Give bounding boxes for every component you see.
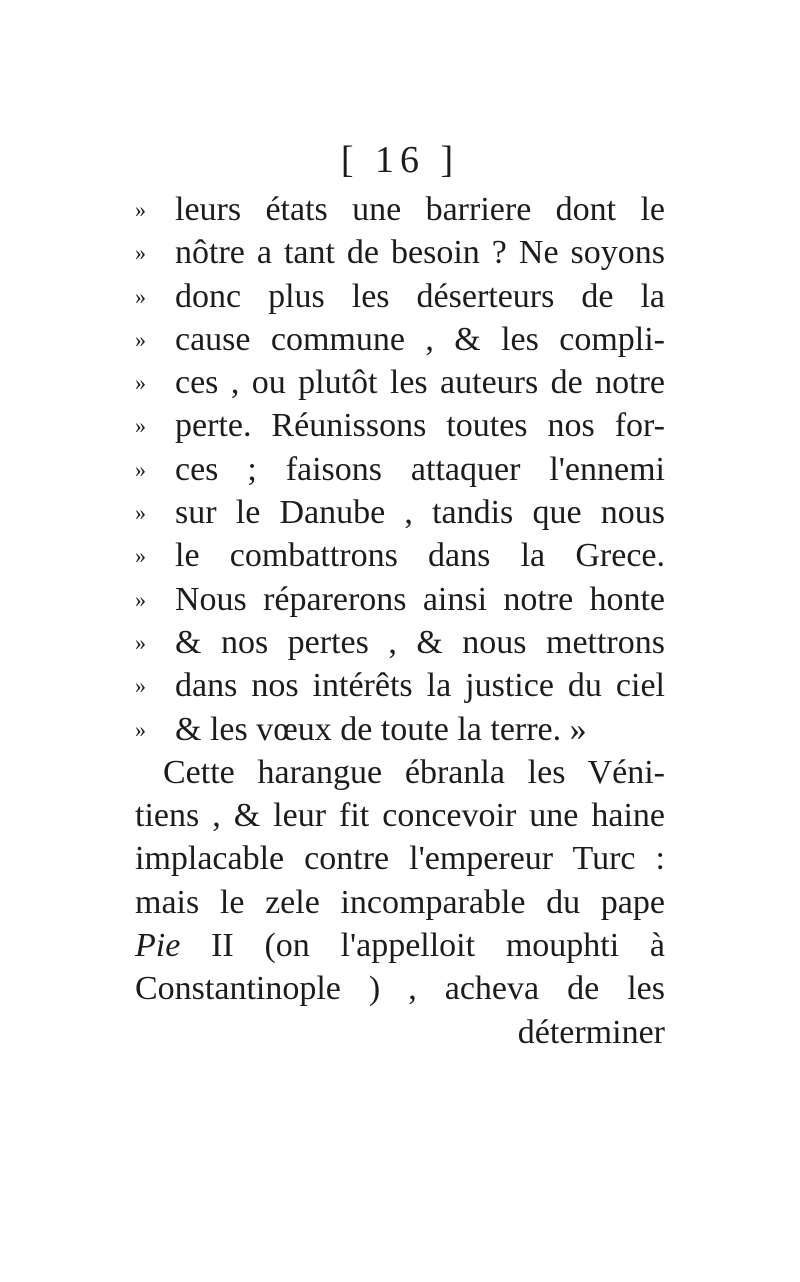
quoted-line: [135, 491, 665, 534]
quoted-line-text: donc plus les déserteurs de la: [175, 277, 665, 315]
quoted-line-text: & les vœux de toute la terre. »: [175, 710, 587, 748]
quote-mark: »: [135, 673, 146, 699]
quote-mark: »: [135, 716, 146, 742]
quote-mark: »: [135, 629, 146, 655]
quoted-line: [135, 621, 665, 664]
quote-mark: »: [135, 283, 146, 309]
paragraph-line: [135, 881, 665, 924]
quote-mark: »: [135, 543, 146, 569]
quoted-line: [135, 275, 665, 318]
quoted-line-text: sur le Danube , tandis que nous: [175, 494, 665, 532]
italic-name: Pie: [135, 927, 181, 965]
paragraph-line-text: [135, 924, 665, 967]
paragraph-line-rest: II (on l'appelloit mouphti à: [211, 927, 665, 965]
paragraph-line-text: implacable contre l'empereur Turc :: [135, 840, 665, 878]
text-block: [135, 188, 665, 1054]
paragraph-line-text: mais le zele incomparable du pape: [135, 883, 665, 921]
quote-mark: »: [135, 413, 146, 439]
paragraph-line: [135, 924, 665, 967]
quoted-line: [135, 534, 665, 577]
catchword-line: [135, 1011, 665, 1054]
quoted-line-text: ces , ou plutôt les auteurs de notre: [175, 364, 665, 402]
quoted-line: [135, 188, 665, 231]
paragraph-line: [135, 794, 665, 837]
quoted-line-text: & nos pertes , & nous mettrons: [175, 623, 665, 661]
quoted-line: [135, 664, 665, 707]
paragraph-line-text: Constantinople ) , acheva de les: [135, 970, 665, 1008]
quoted-line-text: leurs états une barriere dont le: [175, 191, 665, 228]
paragraph-line: [135, 751, 665, 794]
quoted-line-text: nôtre a tant de besoin ? Ne soyons: [175, 234, 665, 272]
quoted-line-text: cause commune , & les compli-: [175, 320, 665, 358]
quoted-line: [135, 231, 665, 274]
quoted-line: [135, 318, 665, 361]
quote-mark: »: [135, 240, 146, 266]
paragraph-line-text: tiens , & leur fit concevoir une haine: [135, 797, 665, 835]
quote-mark: »: [135, 500, 146, 526]
quoted-line-text: perte. Réunissons toutes nos for-: [175, 407, 665, 445]
quote-mark: »: [135, 586, 146, 612]
paragraph-line: [135, 967, 665, 1010]
catchword: déterminer: [517, 1013, 665, 1051]
quote-mark: »: [135, 326, 146, 352]
quoted-line: [135, 708, 665, 751]
paragraph-line: [135, 837, 665, 880]
quoted-line-text: dans nos intérêts la justice du ciel: [175, 667, 665, 705]
quoted-line: [135, 404, 665, 447]
quoted-line-text: ces ; faisons attaquer l'ennemi: [175, 450, 665, 488]
quoted-line: [135, 448, 665, 491]
page-number: [ 16 ]: [340, 139, 460, 181]
quote-mark: »: [135, 197, 146, 222]
paragraph-line-text: Cette harangue ébranla les Véni-: [163, 753, 665, 791]
quoted-line-text: le combattrons dans la Grece.: [175, 537, 665, 575]
quote-mark: »: [135, 370, 146, 396]
quoted-line-text: Nous réparerons ainsi notre honte: [175, 580, 665, 618]
quote-mark: »: [135, 456, 146, 482]
quoted-line: [135, 361, 665, 404]
quoted-line: [135, 578, 665, 621]
